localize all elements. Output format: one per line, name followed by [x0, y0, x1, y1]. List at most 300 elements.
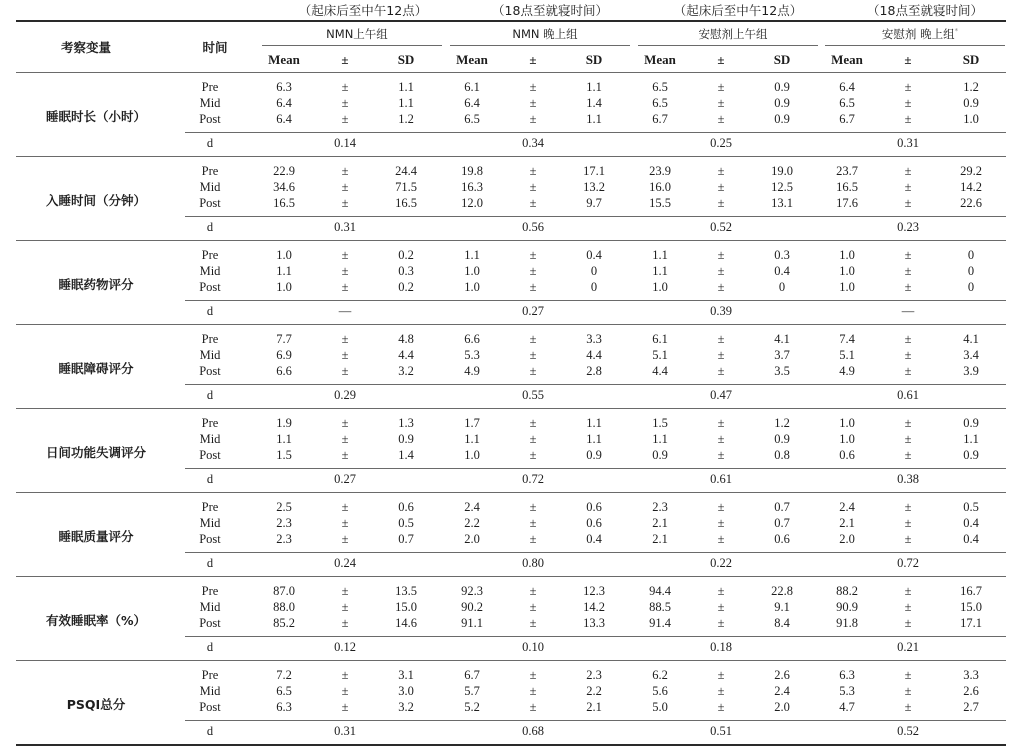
- group-rule: [825, 45, 1005, 46]
- plusminus-sign: ±: [717, 416, 725, 430]
- group-nmn-evening: NMN 晚上组: [512, 27, 578, 41]
- mean-value: 1.0: [464, 264, 480, 278]
- effect-size-d: 0.25: [710, 136, 732, 150]
- sd-value: 0: [778, 280, 786, 294]
- effect-size-d: 0.38: [897, 472, 919, 486]
- mean-value: 2.1: [652, 532, 668, 546]
- effect-size-d: 0.72: [522, 472, 544, 486]
- block-rule: [16, 324, 1006, 325]
- plusminus-sign: ±: [341, 364, 349, 378]
- mean-value: 6.3: [839, 668, 855, 682]
- sd-value: 0.2: [398, 280, 414, 294]
- mean-value: 1.1: [652, 432, 668, 446]
- mean-value: 4.4: [652, 364, 668, 378]
- variable-name: 睡眠障碍评分: [58, 361, 134, 376]
- sd-value: 22.6: [960, 196, 982, 210]
- sd-value: 4.1: [963, 332, 979, 346]
- sd-value: 0: [590, 280, 598, 294]
- mean-value: 12.0: [461, 196, 483, 210]
- mean-value: 88.0: [273, 600, 295, 614]
- header-bottom-rule: [16, 72, 1006, 73]
- mean-value: 6.4: [464, 96, 480, 110]
- plusminus-sign: ±: [341, 112, 349, 126]
- plusminus-sign: ±: [341, 80, 349, 94]
- mean-value: 5.1: [839, 348, 855, 362]
- group-nmn-morning: NMN上午组: [326, 27, 388, 41]
- mean-value: 6.2: [652, 668, 668, 682]
- sd-value: 2.4: [774, 684, 790, 698]
- header-time: 时间: [202, 40, 228, 55]
- mean-value: 1.0: [464, 280, 480, 294]
- mean-value: 6.1: [652, 332, 668, 346]
- mean-value: 7.2: [276, 668, 292, 682]
- plusminus-sign: ±: [904, 96, 912, 110]
- mean-value: 1.0: [839, 416, 855, 430]
- sd-value: 0.6: [774, 532, 790, 546]
- plusminus-sign: ±: [904, 500, 912, 514]
- block-rule: [16, 240, 1006, 241]
- d-row-rule: [185, 132, 1006, 133]
- mean-value: 7.4: [839, 332, 855, 346]
- sd-value: 0.5: [963, 500, 979, 514]
- d-row-rule: [185, 636, 1006, 637]
- sd-value: 1.1: [398, 80, 414, 94]
- mean-value: 2.3: [652, 500, 668, 514]
- d-row-rule: [185, 216, 1006, 217]
- d-label: d: [206, 556, 214, 570]
- plusminus-sign: ±: [904, 516, 912, 530]
- sd-value: 8.4: [774, 616, 790, 630]
- group-rule: [638, 45, 818, 46]
- effect-size-d: 0.52: [710, 220, 732, 234]
- plusminus-sign: ±: [529, 416, 537, 430]
- time-label: Mid: [199, 180, 221, 194]
- sd-value: 16.7: [960, 584, 982, 598]
- effect-size-d: 0.61: [897, 388, 919, 402]
- mean-value: 1.0: [464, 448, 480, 462]
- sd-value: 1.1: [586, 416, 602, 430]
- mean-value: 1.9: [276, 416, 292, 430]
- plusminus-sign: ±: [341, 500, 349, 514]
- plusminus-sign: ±: [529, 96, 537, 110]
- plusminus-sign: ±: [529, 448, 537, 462]
- mean-value: 1.1: [652, 248, 668, 262]
- effect-size-d: 0.61: [710, 472, 732, 486]
- subheader-mean: Mean: [831, 52, 863, 67]
- time-label: Post: [199, 364, 221, 378]
- sd-value: 0.4: [774, 264, 790, 278]
- mean-value: 6.1: [464, 80, 480, 94]
- plusminus-sign: ±: [341, 416, 349, 430]
- d-label: d: [206, 472, 214, 486]
- mean-value: 1.0: [652, 280, 668, 294]
- mean-value: 1.0: [276, 248, 292, 262]
- mean-value: 16.3: [461, 180, 483, 194]
- mean-value: 2.2: [464, 516, 480, 530]
- plusminus-sign: ±: [341, 584, 349, 598]
- sd-value: 19.0: [771, 164, 793, 178]
- plusminus-sign: ±: [717, 364, 725, 378]
- plusminus-sign: ±: [904, 700, 912, 714]
- sd-value: 1.1: [586, 432, 602, 446]
- plusminus-sign: ±: [904, 364, 912, 378]
- plusminus-sign: ±: [904, 668, 912, 682]
- plusminus-sign: ±: [529, 532, 537, 546]
- time-label: Post: [199, 448, 221, 462]
- plusminus-sign: ±: [904, 600, 912, 614]
- subheader-sd: SD: [585, 52, 603, 67]
- sd-value: 0.9: [586, 448, 602, 462]
- sd-value: 1.3: [398, 416, 414, 430]
- plusminus-sign: ±: [717, 448, 725, 462]
- subheader-plusminus: ±: [717, 52, 725, 67]
- plusminus-sign: ±: [904, 180, 912, 194]
- sd-value: 3.5: [774, 364, 790, 378]
- mean-value: 91.1: [461, 616, 483, 630]
- plusminus-sign: ±: [529, 432, 537, 446]
- plusminus-sign: ±: [717, 264, 725, 278]
- mean-value: 6.7: [839, 112, 855, 126]
- sd-value: 2.6: [963, 684, 979, 698]
- sd-value: 9.1: [774, 600, 790, 614]
- plusminus-sign: ±: [341, 684, 349, 698]
- time-label: Mid: [199, 96, 221, 110]
- group-placebo-morning: 安慰剂上午组: [698, 27, 768, 41]
- sd-value: 13.1: [771, 196, 793, 210]
- plusminus-sign: ±: [529, 516, 537, 530]
- time-label: Post: [199, 700, 221, 714]
- variable-name: 睡眠质量评分: [58, 529, 134, 544]
- effect-size-d: 0.47: [710, 388, 732, 402]
- sd-value: 0.9: [963, 416, 979, 430]
- effect-size-d: 0.51: [710, 724, 732, 738]
- sd-value: 0.3: [398, 264, 414, 278]
- effect-size-d: 0.31: [334, 220, 356, 234]
- block-rule: [16, 660, 1006, 661]
- plusminus-sign: ±: [341, 332, 349, 346]
- effect-size-d: 0.29: [334, 388, 356, 402]
- plusminus-sign: ±: [529, 668, 537, 682]
- group-placebo-evening: 安慰剂 晚上组*: [881, 27, 959, 41]
- subheader-sd: SD: [962, 52, 980, 67]
- effect-size-d: 0.34: [522, 136, 544, 150]
- sd-value: 0.4: [963, 532, 979, 546]
- plusminus-sign: ±: [904, 112, 912, 126]
- mean-value: 6.4: [276, 112, 292, 126]
- plusminus-sign: ±: [529, 348, 537, 362]
- sd-value: 13.3: [583, 616, 605, 630]
- mean-value: 1.5: [276, 448, 292, 462]
- time-label: Pre: [201, 416, 219, 430]
- subheader-plusminus: ±: [341, 52, 349, 67]
- plusminus-sign: ±: [341, 700, 349, 714]
- mean-value: 0.9: [652, 448, 668, 462]
- plusminus-sign: ±: [529, 264, 537, 278]
- mean-value: 6.5: [652, 80, 668, 94]
- d-label: d: [206, 220, 214, 234]
- effect-size-d: 0.12: [334, 640, 356, 654]
- plusminus-sign: ±: [904, 80, 912, 94]
- mean-value: 6.4: [276, 96, 292, 110]
- time-label: Post: [199, 532, 221, 546]
- mean-value: 0.6: [839, 448, 855, 462]
- sd-value: 0: [967, 248, 975, 262]
- sd-value: 14.2: [960, 180, 982, 194]
- plusminus-sign: ±: [341, 448, 349, 462]
- mean-value: 2.4: [464, 500, 480, 514]
- time-label: Pre: [201, 80, 219, 94]
- mean-value: 1.0: [839, 280, 855, 294]
- variable-name: 日间功能失调评分: [45, 445, 146, 460]
- plusminus-sign: ±: [529, 112, 537, 126]
- sd-value: 29.2: [960, 164, 982, 178]
- mean-value: 6.6: [276, 364, 292, 378]
- mean-value: 6.7: [464, 668, 480, 682]
- mean-value: 2.1: [839, 516, 855, 530]
- plusminus-sign: ±: [717, 684, 725, 698]
- mean-value: 16.5: [273, 196, 295, 210]
- sd-value: 24.4: [395, 164, 417, 178]
- sd-value: 0.9: [774, 96, 790, 110]
- sd-value: 1.2: [963, 80, 979, 94]
- sd-value: 17.1: [960, 616, 982, 630]
- d-row-rule: [185, 552, 1006, 553]
- effect-size-d: 0.21: [897, 640, 919, 654]
- effect-size-d: 0.27: [334, 472, 356, 486]
- sd-value: 1.1: [586, 80, 602, 94]
- sd-value: 0.2: [398, 248, 414, 262]
- sd-value: 14.2: [583, 600, 605, 614]
- block-rule: [16, 156, 1006, 157]
- sd-value: 3.9: [963, 364, 979, 378]
- sd-value: 2.0: [774, 700, 790, 714]
- mean-value: 90.2: [461, 600, 483, 614]
- sd-value: 0.3: [774, 248, 790, 262]
- effect-size-d: 0.80: [522, 556, 544, 570]
- sd-value: 0.9: [774, 80, 790, 94]
- plusminus-sign: ±: [341, 668, 349, 682]
- sd-value: 15.0: [960, 600, 982, 614]
- mean-value: 6.5: [652, 96, 668, 110]
- time-label: Post: [199, 616, 221, 630]
- mean-value: 16.5: [836, 180, 858, 194]
- sd-value: 0.7: [774, 500, 790, 514]
- plusminus-sign: ±: [341, 280, 349, 294]
- subheader-plusminus: ±: [904, 52, 912, 67]
- plusminus-sign: ±: [341, 196, 349, 210]
- effect-size-d: 0.31: [334, 724, 356, 738]
- plusminus-sign: ±: [341, 264, 349, 278]
- mean-value: 5.3: [464, 348, 480, 362]
- sd-value: 1.0: [963, 112, 979, 126]
- sd-value: 0: [590, 264, 598, 278]
- effect-size-d: 0.22: [710, 556, 732, 570]
- plusminus-sign: ±: [341, 96, 349, 110]
- sd-value: 0.9: [774, 432, 790, 446]
- mean-value: 4.9: [839, 364, 855, 378]
- mean-value: 1.0: [276, 280, 292, 294]
- plusminus-sign: ±: [341, 516, 349, 530]
- sd-value: 0.4: [586, 532, 602, 546]
- sd-value: 0.9: [963, 96, 979, 110]
- variable-name: 睡眠药物评分: [58, 277, 134, 292]
- plusminus-sign: ±: [341, 600, 349, 614]
- mean-value: 5.0: [652, 700, 668, 714]
- header-variable: 考察变量: [60, 40, 111, 55]
- sd-value: 3.3: [963, 668, 979, 682]
- plusminus-sign: ±: [717, 248, 725, 262]
- sd-value: 22.8: [771, 584, 793, 598]
- sd-value: 0.7: [774, 516, 790, 530]
- time-label: Mid: [199, 516, 221, 530]
- plusminus-sign: ±: [904, 164, 912, 178]
- sd-value: 3.2: [398, 364, 414, 378]
- subheader-mean: Mean: [644, 52, 676, 67]
- sd-value: 1.2: [398, 112, 414, 126]
- mean-value: 15.5: [649, 196, 671, 210]
- mean-value: 4.7: [839, 700, 855, 714]
- plusminus-sign: ±: [529, 616, 537, 630]
- plusminus-sign: ±: [717, 348, 725, 362]
- mean-value: 91.4: [649, 616, 671, 630]
- plusminus-sign: ±: [904, 348, 912, 362]
- plusminus-sign: ±: [529, 248, 537, 262]
- mean-value: 1.1: [464, 248, 480, 262]
- effect-size-d: 0.72: [897, 556, 919, 570]
- plusminus-sign: ±: [717, 668, 725, 682]
- variable-name: 入睡时间（分钟）: [45, 193, 146, 208]
- sd-value: 0.9: [963, 448, 979, 462]
- mean-value: 1.1: [276, 432, 292, 446]
- mean-value: 87.0: [273, 584, 295, 598]
- mean-value: 90.9: [836, 600, 858, 614]
- mean-value: 6.5: [839, 96, 855, 110]
- time-label: Mid: [199, 432, 221, 446]
- plusminus-sign: ±: [717, 432, 725, 446]
- sd-value: 2.3: [586, 668, 602, 682]
- mean-value: 1.5: [652, 416, 668, 430]
- mean-value: 1.1: [276, 264, 292, 278]
- effect-size-d: 0.52: [897, 724, 919, 738]
- effect-size-d: 0.56: [522, 220, 544, 234]
- plusminus-sign: ±: [904, 248, 912, 262]
- plusminus-sign: ±: [529, 684, 537, 698]
- d-label: d: [206, 136, 214, 150]
- plusminus-sign: ±: [529, 500, 537, 514]
- sd-value: 1.1: [963, 432, 979, 446]
- plusminus-sign: ±: [529, 364, 537, 378]
- mean-value: 5.2: [464, 700, 480, 714]
- sd-value: 0.9: [774, 112, 790, 126]
- plusminus-sign: ±: [529, 332, 537, 346]
- sd-value: 2.7: [963, 700, 979, 714]
- sd-value: 3.0: [398, 684, 414, 698]
- sd-value: 15.0: [395, 600, 417, 614]
- mean-value: 1.1: [652, 264, 668, 278]
- plusminus-sign: ±: [341, 180, 349, 194]
- sd-value: 13.2: [583, 180, 605, 194]
- mean-value: 2.3: [276, 532, 292, 546]
- time-label: Mid: [199, 600, 221, 614]
- mean-value: 5.6: [652, 684, 668, 698]
- sd-value: 13.5: [395, 584, 417, 598]
- mean-value: 19.8: [461, 164, 483, 178]
- mean-value: 4.9: [464, 364, 480, 378]
- sd-value: 12.5: [771, 180, 793, 194]
- plusminus-sign: ±: [717, 584, 725, 598]
- caption-nmn-morning: （起床后至中午12点）: [298, 3, 428, 18]
- subheader-sd: SD: [397, 52, 415, 67]
- group-rule: [450, 45, 630, 46]
- plusminus-sign: ±: [904, 196, 912, 210]
- sd-value: 1.2: [774, 416, 790, 430]
- block-rule: [16, 408, 1006, 409]
- plusminus-sign: ±: [904, 264, 912, 278]
- plusminus-sign: ±: [904, 280, 912, 294]
- block-rule: [16, 492, 1006, 493]
- plusminus-sign: ±: [717, 332, 725, 346]
- variable-name: 有效睡眠率（%）: [45, 613, 147, 628]
- mean-value: 6.4: [839, 80, 855, 94]
- plusminus-sign: ±: [529, 600, 537, 614]
- sd-value: 1.4: [398, 448, 414, 462]
- mean-value: 1.0: [839, 264, 855, 278]
- sd-value: 2.6: [774, 668, 790, 682]
- plusminus-sign: ±: [904, 584, 912, 598]
- plusminus-sign: ±: [904, 448, 912, 462]
- time-label: Pre: [201, 248, 219, 262]
- effect-size-d: 0.23: [897, 220, 919, 234]
- time-label: Pre: [201, 164, 219, 178]
- mean-value: 6.7: [652, 112, 668, 126]
- mean-value: 88.5: [649, 600, 671, 614]
- mean-value: 91.8: [836, 616, 858, 630]
- mean-value: 34.6: [273, 180, 295, 194]
- mean-value: 2.3: [276, 516, 292, 530]
- d-row-rule: [185, 468, 1006, 469]
- effect-size-d: —: [901, 304, 915, 318]
- effect-size-d: 0.55: [522, 388, 544, 402]
- effect-size-d: —: [338, 304, 352, 318]
- time-label: Post: [199, 280, 221, 294]
- sd-value: 0.8: [774, 448, 790, 462]
- block-rule: [16, 576, 1006, 577]
- d-row-rule: [185, 300, 1006, 301]
- mean-value: 85.2: [273, 616, 295, 630]
- plusminus-sign: ±: [717, 196, 725, 210]
- sd-value: 4.8: [398, 332, 414, 346]
- group-rule: [262, 45, 442, 46]
- sd-value: 2.8: [586, 364, 602, 378]
- sd-value: 4.4: [586, 348, 602, 362]
- plusminus-sign: ±: [529, 164, 537, 178]
- subheader-plusminus: ±: [529, 52, 537, 67]
- caption-nmn-evening: （18点至就寝时间）: [492, 3, 608, 18]
- plusminus-sign: ±: [341, 348, 349, 362]
- plusminus-sign: ±: [529, 196, 537, 210]
- plusminus-sign: ±: [904, 416, 912, 430]
- effect-size-d: 0.10: [522, 640, 544, 654]
- plusminus-sign: ±: [904, 684, 912, 698]
- mean-value: 7.7: [276, 332, 292, 346]
- variable-name: PSQI总分: [66, 697, 126, 712]
- plusminus-sign: ±: [717, 280, 725, 294]
- mean-value: 1.1: [464, 432, 480, 446]
- subheader-mean: Mean: [268, 52, 300, 67]
- sd-value: 2.1: [586, 700, 602, 714]
- time-label: Pre: [201, 668, 219, 682]
- effect-size-d: 0.31: [897, 136, 919, 150]
